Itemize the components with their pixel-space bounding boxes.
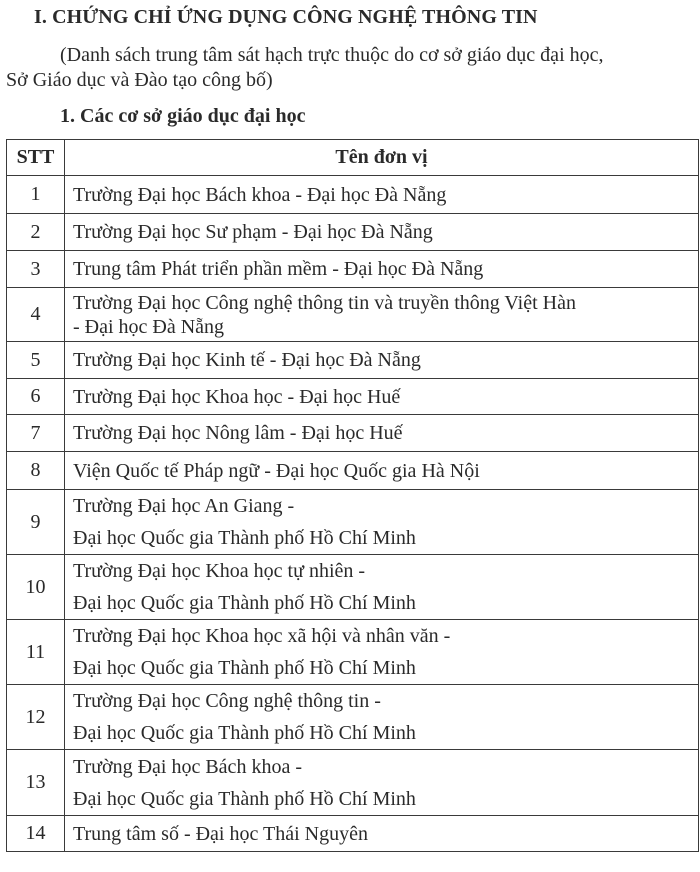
row-stt: 3	[7, 251, 65, 288]
unit-name-line: Đại học Quốc gia Thành phố Hồ Chí Minh	[73, 787, 416, 810]
row-stt: 7	[7, 415, 65, 452]
unit-name-line: Trường Đại học Khoa học - Đại học Huế	[73, 385, 401, 408]
row-stt: 5	[7, 342, 65, 379]
unit-name-line: Đại học Quốc gia Thành phố Hồ Chí Minh	[73, 592, 416, 614]
header-stt: STT	[7, 140, 65, 176]
row-unit-name	[65, 490, 699, 555]
table-row	[7, 214, 699, 251]
table-row	[7, 750, 699, 816]
row-unit-name	[65, 342, 699, 379]
unit-name-line: Viện Quốc tế Pháp ngữ - Đại học Quốc gia Hà Nội	[73, 459, 480, 482]
table-row	[7, 288, 699, 342]
unit-name-line: Trường Đại học Công nghệ thông tin và truyền thông Việt Hàn	[73, 291, 576, 314]
row-stt: 13	[7, 750, 65, 816]
unit-name-line: Trường Đại học Bách khoa - Đại học Đà Nẵng	[73, 183, 447, 206]
unit-name-line: Trường Đại học Bách khoa -	[73, 755, 302, 778]
table-row	[7, 816, 699, 852]
unit-name-line: Trường Đại học An Giang -	[73, 495, 295, 517]
row-unit-name	[65, 620, 699, 685]
unit-name-line: Đại học Quốc gia Thành phố Hồ Chí Minh	[73, 722, 416, 744]
row-stt: 8	[7, 452, 65, 490]
table-row	[7, 490, 699, 555]
row-unit-name	[65, 415, 699, 452]
row-unit-name	[65, 685, 699, 750]
row-unit-name	[65, 214, 699, 251]
unit-name-line: Đại học Quốc gia Thành phố Hồ Chí Minh	[73, 657, 416, 679]
row-stt: 2	[7, 214, 65, 251]
unit-name-line: Trường Đại học Nông lâm - Đại học Huế	[73, 422, 403, 444]
unit-name-line: - Đại học Đà Nẵng	[73, 315, 225, 338]
row-unit-name	[65, 750, 699, 816]
table-row	[7, 620, 699, 685]
header-name: Tên đơn vị	[65, 140, 699, 176]
unit-name-line: Trung tâm Phát triển phần mềm - Đại học Đà Nẵng	[73, 258, 484, 280]
table-row	[7, 452, 699, 490]
row-stt: 1	[7, 176, 65, 214]
table-row	[7, 555, 699, 620]
table-header-row	[7, 140, 699, 176]
row-unit-name	[65, 251, 699, 288]
table-row	[7, 251, 699, 288]
unit-name-line: Trung tâm số - Đại học Thái Nguyên	[73, 822, 368, 845]
row-stt: 9	[7, 490, 65, 555]
institutions-table	[6, 139, 699, 852]
row-stt: 14	[7, 816, 65, 852]
table-row	[7, 415, 699, 452]
unit-name-line: Trường Đại học Kinh tế - Đại học Đà Nẵng	[73, 349, 421, 371]
row-stt: 11	[7, 620, 65, 685]
table-body	[7, 176, 699, 852]
row-unit-name	[65, 816, 699, 852]
row-unit-name	[65, 452, 699, 490]
note-line-1: (Danh sách trung tâm sát hạch trực thuộc do cơ sở giáo dục đại học,	[60, 44, 604, 66]
unit-name-line: Trường Đại học Sư phạm - Đại học Đà Nẵng	[73, 221, 433, 243]
row-unit-name	[65, 555, 699, 620]
row-stt: 4	[7, 288, 65, 342]
unit-name-line: Trường Đại học Khoa học tự nhiên -	[73, 560, 366, 582]
subsection-heading: 1. Các cơ sở giáo dục đại học	[60, 105, 306, 127]
table-row	[7, 176, 699, 214]
table-row	[7, 685, 699, 750]
table-row	[7, 342, 699, 379]
table-row	[7, 379, 699, 415]
unit-name-line: Đại học Quốc gia Thành phố Hồ Chí Minh	[73, 527, 416, 549]
row-unit-name	[65, 288, 699, 342]
row-stt: 6	[7, 379, 65, 415]
row-stt: 10	[7, 555, 65, 620]
row-unit-name	[65, 379, 699, 415]
section-heading: I. CHỨNG CHỈ ỨNG DỤNG CÔNG NGHỆ THÔNG TIN	[34, 6, 538, 28]
unit-name-line: Trường Đại học Khoa học xã hội và nhân văn -	[73, 625, 451, 647]
row-unit-name	[65, 176, 699, 214]
row-stt: 12	[7, 685, 65, 750]
unit-name-line: Trường Đại học Công nghệ thông tin -	[73, 690, 381, 712]
note-line-2: Sở Giáo dục và Đào tạo công bố)	[6, 69, 273, 91]
